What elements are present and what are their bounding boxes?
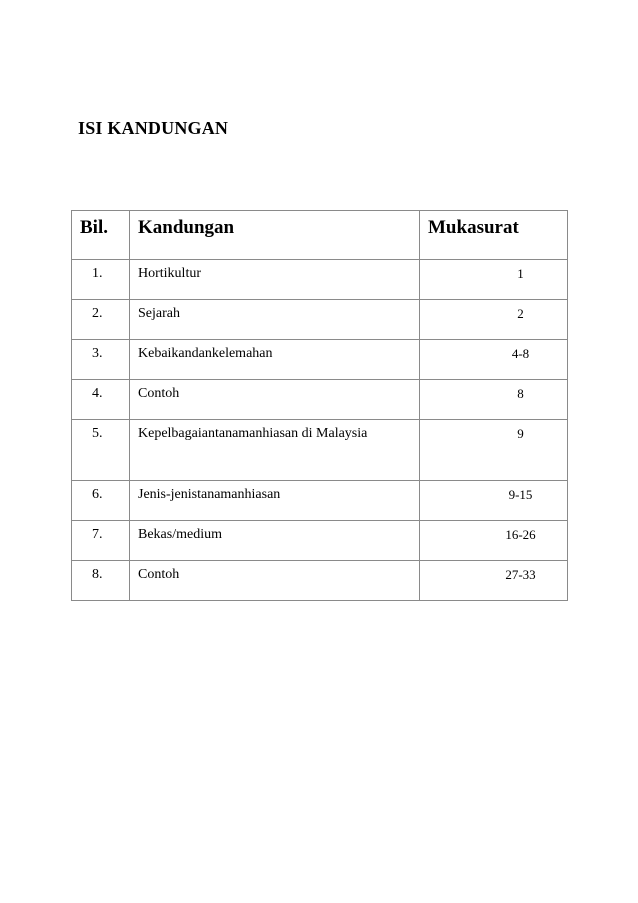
table-row	[72, 260, 568, 300]
column-header-bil: Bil.	[72, 211, 130, 260]
table-row	[72, 561, 568, 601]
table-row	[72, 420, 568, 481]
row-number: 4.	[72, 380, 130, 420]
row-page: 8	[420, 380, 568, 420]
row-page: 9	[420, 420, 568, 481]
table-row	[72, 481, 568, 521]
row-number: 3.	[72, 340, 130, 380]
page-title: ISI KANDUNGAN	[78, 118, 229, 138]
column-header-kandungan: Kandungan	[130, 211, 420, 260]
table-row	[72, 380, 568, 420]
row-page: 9-15	[420, 481, 568, 521]
table-row	[72, 521, 568, 561]
row-content: Bekas/medium	[130, 521, 420, 561]
row-number: 1.	[72, 260, 130, 300]
row-number: 2.	[72, 300, 130, 340]
row-page: 4-8	[420, 340, 568, 380]
row-page: 2	[420, 300, 568, 340]
row-page: 16-26	[420, 521, 568, 561]
row-page: 27-33	[420, 561, 568, 601]
row-content: Kebaikandankelemahan	[130, 340, 420, 380]
row-number: 5.	[72, 420, 130, 481]
row-page: 1	[420, 260, 568, 300]
row-content: Sejarah	[130, 300, 420, 340]
table-of-contents	[71, 210, 568, 601]
table-header-row	[72, 211, 568, 260]
row-content: Kepelbagaiantanamanhiasan di Malaysia	[130, 420, 420, 481]
row-number: 8.	[72, 561, 130, 601]
row-content: Contoh	[130, 380, 420, 420]
row-content: Hortikultur	[130, 260, 420, 300]
row-content: Contoh	[130, 561, 420, 601]
row-number: 6.	[72, 481, 130, 521]
row-number: 7.	[72, 521, 130, 561]
column-header-mukasurat: Mukasurat	[420, 211, 568, 260]
table-row	[72, 300, 568, 340]
table-row	[72, 340, 568, 380]
row-content: Jenis-jenistanamanhiasan	[130, 481, 420, 521]
